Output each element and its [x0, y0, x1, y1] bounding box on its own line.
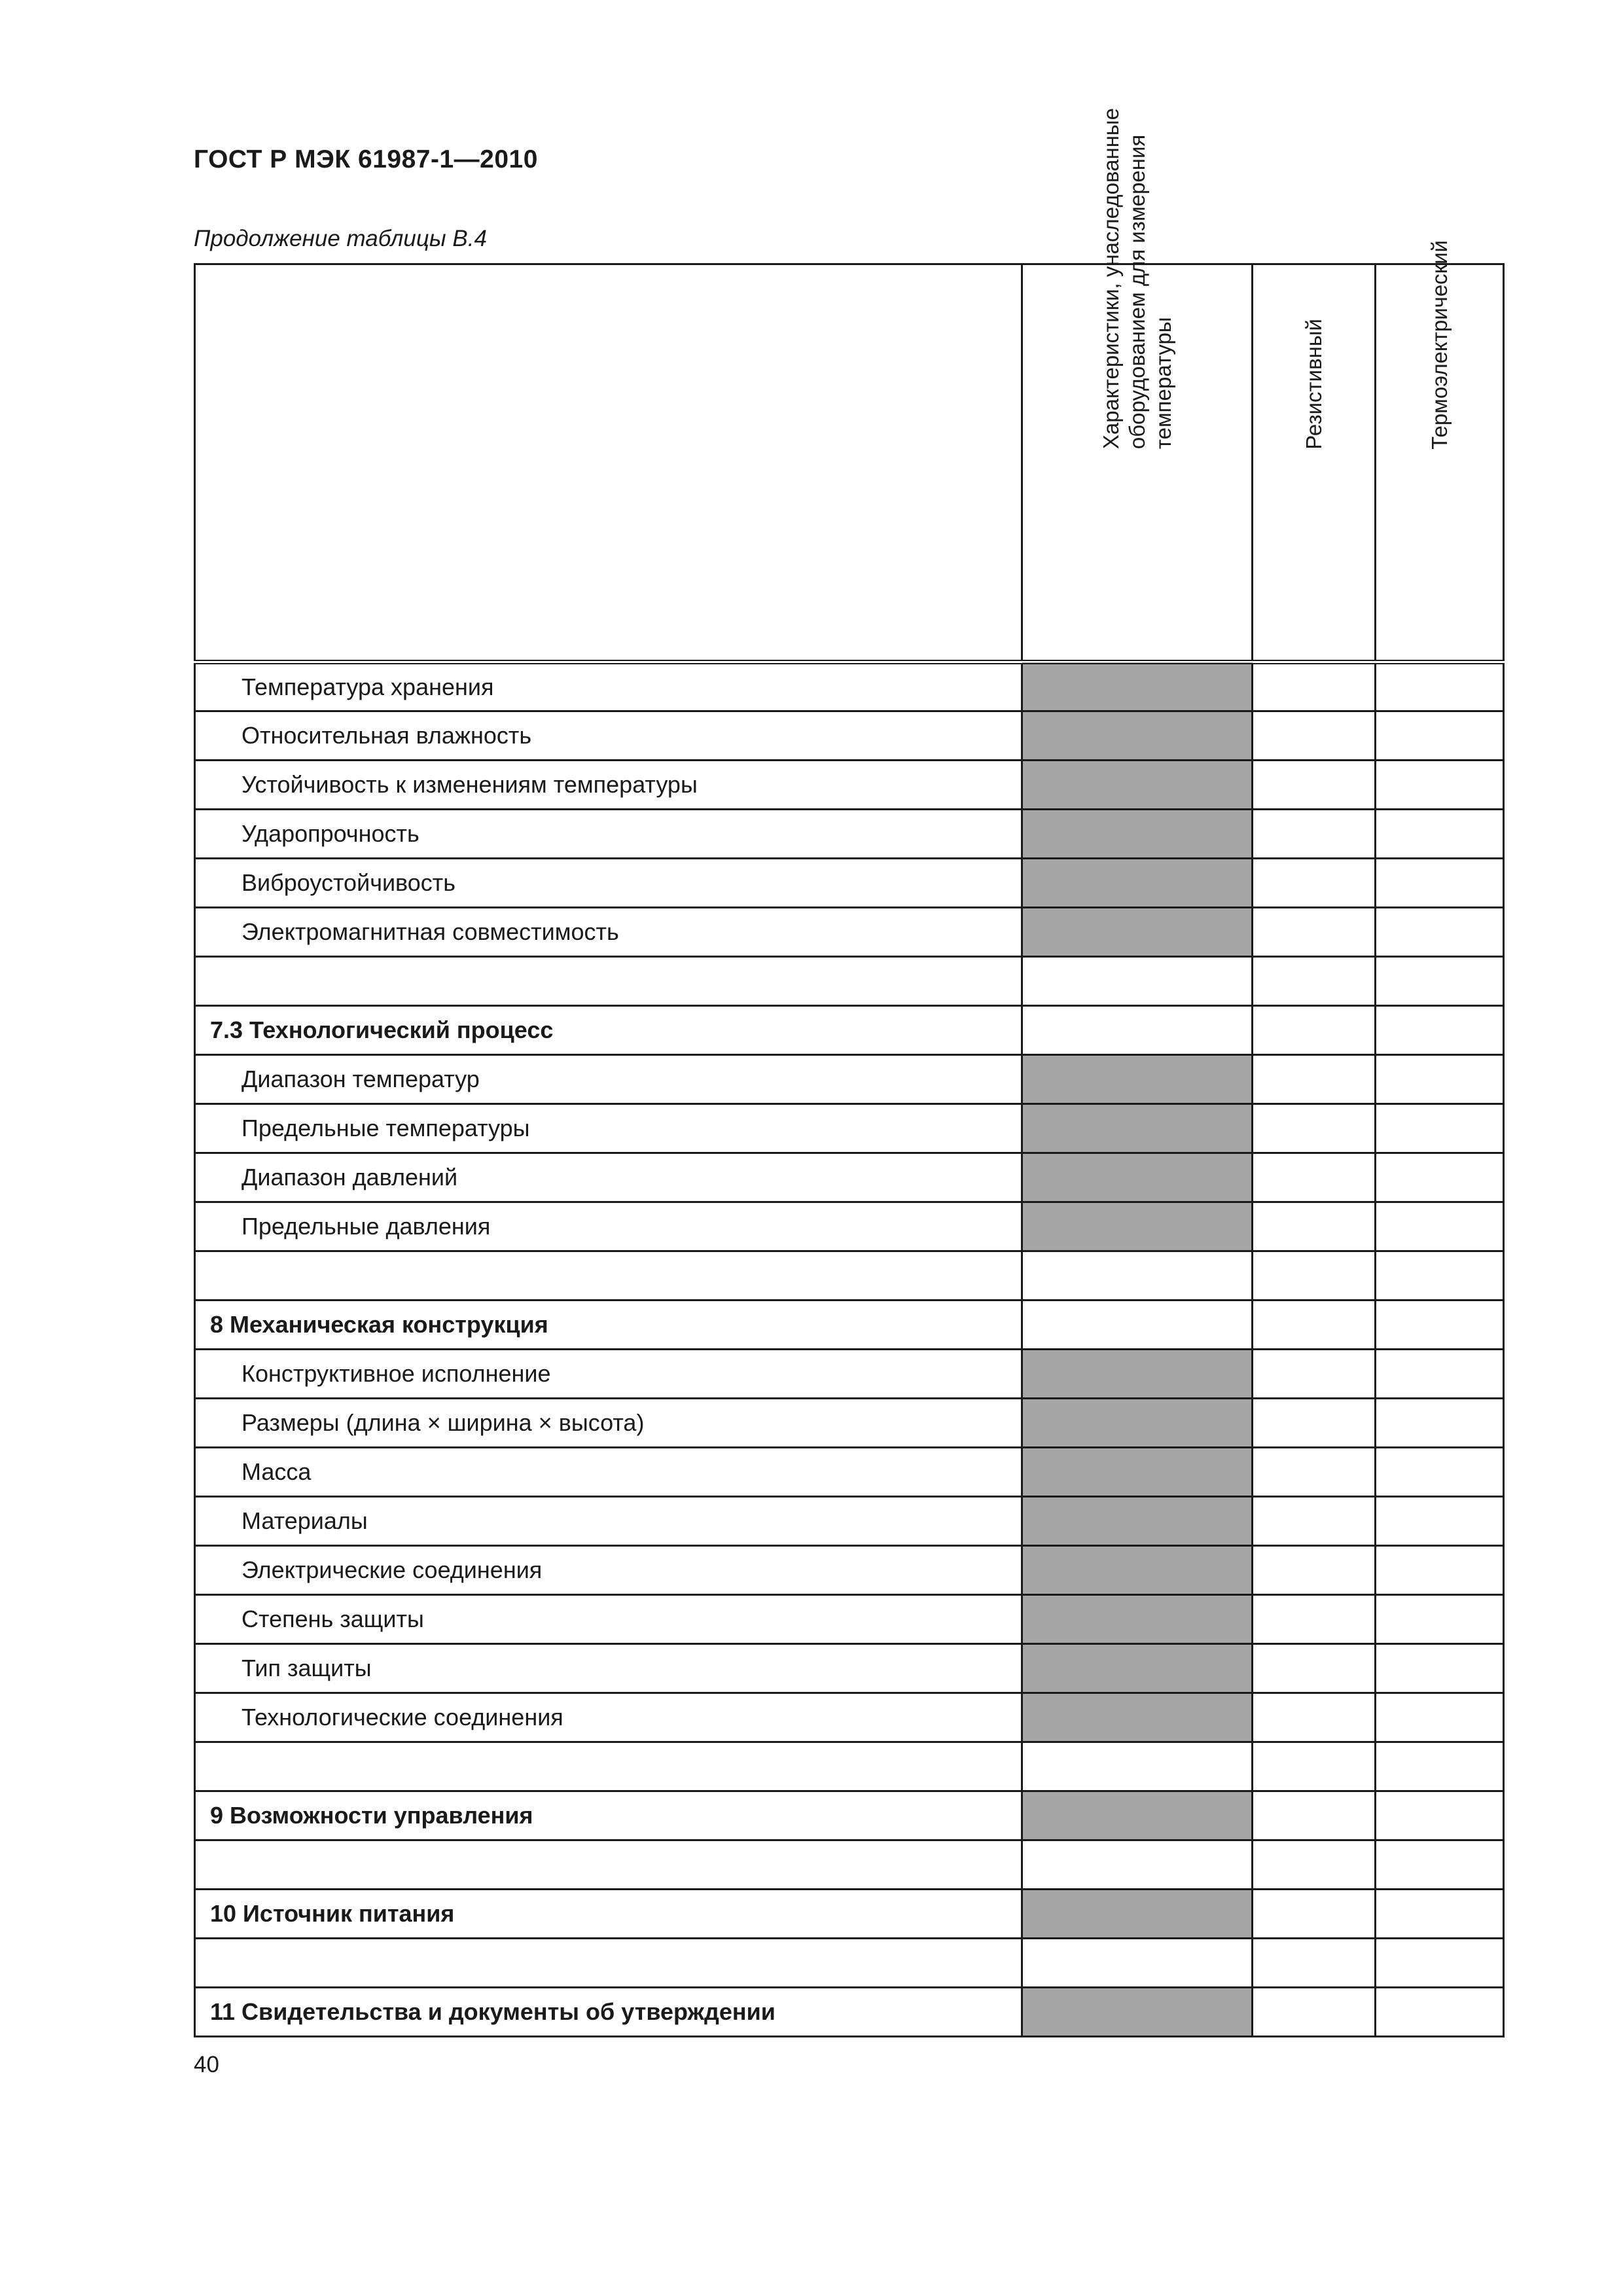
resistive-cell [1253, 1742, 1376, 1791]
resistive-cell [1253, 1448, 1376, 1497]
thermoelectric-cell [1376, 1693, 1504, 1742]
table-row [195, 711, 1504, 761]
resistive-cell [1253, 1202, 1376, 1251]
page-number: 40 [194, 2052, 219, 2077]
row-label [195, 1742, 1022, 1791]
thermoelectric-cell [1376, 1791, 1504, 1840]
inherited-cell-shaded [1022, 1399, 1253, 1448]
spacer-row [195, 1251, 1504, 1300]
thermoelectric-cell [1376, 859, 1504, 908]
thermoelectric-cell [1376, 1006, 1504, 1055]
thermoelectric-cell [1376, 1546, 1504, 1595]
row-label: Температура хранения [195, 662, 1022, 711]
table-row [195, 1350, 1504, 1399]
thermoelectric-cell [1376, 1055, 1504, 1104]
inherited-cell-shaded [1022, 1153, 1253, 1202]
document-code-header: ГОСТ Р МЭК 61987-1—2010 [194, 145, 538, 173]
row-label: Степень защиты [195, 1595, 1022, 1644]
resistive-cell [1253, 1399, 1376, 1448]
table-row [195, 761, 1504, 810]
resistive-cell [1253, 761, 1376, 810]
inherited-cell [1022, 1300, 1253, 1350]
row-label [195, 1939, 1022, 1988]
inherited-cell-shaded [1022, 1693, 1253, 1742]
resistive-cell [1253, 1890, 1376, 1939]
inherited-cell-shaded [1022, 1595, 1253, 1644]
row-label: Предельные давления [195, 1202, 1022, 1251]
table-row [195, 662, 1504, 711]
resistive-cell [1253, 1497, 1376, 1546]
header-resistive-label: Резистивный [1301, 318, 1326, 450]
row-label: Диапазон температур [195, 1055, 1022, 1104]
resistive-cell [1253, 662, 1376, 711]
resistive-cell [1253, 1693, 1376, 1742]
spacer-row [195, 957, 1504, 1006]
row-label: Виброустойчивость [195, 859, 1022, 908]
inherited-cell [1022, 1742, 1253, 1791]
spacer-row [195, 1840, 1504, 1890]
thermoelectric-cell [1376, 1497, 1504, 1546]
table-row [195, 1153, 1504, 1202]
thermoelectric-cell [1376, 1350, 1504, 1399]
resistive-cell [1253, 1153, 1376, 1202]
thermoelectric-cell [1376, 711, 1504, 761]
inherited-cell-shaded [1022, 859, 1253, 908]
row-label: Технологические соединения [195, 1693, 1022, 1742]
inherited-cell [1022, 1251, 1253, 1300]
inherited-cell [1022, 1840, 1253, 1890]
inherited-cell [1022, 957, 1253, 1006]
inherited-cell-shaded [1022, 1448, 1253, 1497]
section-heading: 7.3 Технологический процесс [195, 1006, 1022, 1055]
resistive-cell [1253, 957, 1376, 1006]
thermoelectric-cell [1376, 1644, 1504, 1693]
section-row [195, 1988, 1504, 2037]
thermoelectric-cell [1376, 761, 1504, 810]
row-label [195, 957, 1022, 1006]
row-label: Тип защиты [195, 1644, 1022, 1693]
section-row [195, 1791, 1504, 1840]
row-label [195, 1840, 1022, 1890]
thermoelectric-cell [1376, 1840, 1504, 1890]
inherited-cell-shaded [1022, 1202, 1253, 1251]
inherited-cell-shaded [1022, 1988, 1253, 2037]
row-label: Электрические соединения [195, 1546, 1022, 1595]
header-cell-empty [195, 264, 1022, 662]
spacer-row [195, 1742, 1504, 1791]
table-row [195, 1055, 1504, 1104]
inherited-cell-shaded [1022, 1546, 1253, 1595]
resistive-cell [1253, 1791, 1376, 1840]
section-row [195, 1890, 1504, 1939]
thermoelectric-cell [1376, 662, 1504, 711]
resistive-cell [1253, 1939, 1376, 1988]
resistive-cell [1253, 1104, 1376, 1153]
header-inherited-label: Характеристики, унаследованные оборудованием для измерения температуры [1098, 108, 1175, 450]
thermoelectric-cell [1376, 1251, 1504, 1300]
thermoelectric-cell [1376, 1742, 1504, 1791]
table-row [195, 1104, 1504, 1153]
table-caption: Продолжение таблицы В.4 [194, 226, 487, 251]
table-row [195, 1644, 1504, 1693]
inherited-cell-shaded [1022, 1890, 1253, 1939]
thermoelectric-cell [1376, 1399, 1504, 1448]
thermoelectric-cell [1376, 1202, 1504, 1251]
resistive-cell [1253, 810, 1376, 859]
inherited-cell-shaded [1022, 761, 1253, 810]
resistive-cell [1253, 1055, 1376, 1104]
inherited-cell-shaded [1022, 711, 1253, 761]
thermoelectric-cell [1376, 1890, 1504, 1939]
row-label: Электромагнитная совместимость [195, 908, 1022, 957]
row-label: Относительная влажность [195, 711, 1022, 761]
thermoelectric-cell [1376, 1300, 1504, 1350]
row-label: Диапазон давлений [195, 1153, 1022, 1202]
inherited-cell-shaded [1022, 1350, 1253, 1399]
inherited-cell-shaded [1022, 908, 1253, 957]
resistive-cell [1253, 711, 1376, 761]
resistive-cell [1253, 908, 1376, 957]
resistive-cell [1253, 859, 1376, 908]
thermoelectric-cell [1376, 1939, 1504, 1988]
inherited-cell-shaded [1022, 662, 1253, 711]
header-cell-thermoelectric [1376, 240, 1504, 662]
thermoelectric-cell [1376, 1153, 1504, 1202]
table-row [195, 1448, 1504, 1497]
table-row [195, 1202, 1504, 1251]
inherited-cell-shaded [1022, 1104, 1253, 1153]
thermoelectric-cell [1376, 1988, 1504, 2037]
thermoelectric-cell [1376, 908, 1504, 957]
resistive-cell [1253, 1644, 1376, 1693]
section-heading: 11 Свидетельства и документы об утверждении [195, 1988, 1022, 2037]
resistive-cell [1253, 1006, 1376, 1055]
row-label: Ударопрочность [195, 810, 1022, 859]
section-heading: 9 Возможности управления [195, 1791, 1022, 1840]
inherited-cell-shaded [1022, 1055, 1253, 1104]
header-cell-inherited [1022, 108, 1253, 662]
table-row [195, 1693, 1504, 1742]
row-label: Материалы [195, 1497, 1022, 1546]
section-heading: 8 Механическая конструкция [195, 1300, 1022, 1350]
resistive-cell [1253, 1251, 1376, 1300]
header-thermoelectric-label: Термоэлектрический [1427, 240, 1452, 450]
table-row [195, 1595, 1504, 1644]
inherited-cell-shaded [1022, 1791, 1253, 1840]
thermoelectric-cell [1376, 1448, 1504, 1497]
resistive-cell [1253, 1840, 1376, 1890]
table-row [195, 1497, 1504, 1546]
thermoelectric-cell [1376, 957, 1504, 1006]
header-cell-resistive [1253, 264, 1376, 662]
thermoelectric-cell [1376, 810, 1504, 859]
row-label: Конструктивное исполнение [195, 1350, 1022, 1399]
section-row [195, 1300, 1504, 1350]
table-row [195, 908, 1504, 957]
table-header-row [195, 264, 1504, 662]
thermoelectric-cell [1376, 1104, 1504, 1153]
table-row [195, 859, 1504, 908]
row-label: Устойчивость к изменениям температуры [195, 761, 1022, 810]
inherited-cell [1022, 1006, 1253, 1055]
thermoelectric-cell [1376, 1595, 1504, 1644]
inherited-cell [1022, 1939, 1253, 1988]
row-label [195, 1251, 1022, 1300]
inherited-cell-shaded [1022, 1644, 1253, 1693]
resistive-cell [1253, 1595, 1376, 1644]
inherited-cell-shaded [1022, 1497, 1253, 1546]
table-row [195, 810, 1504, 859]
resistive-cell [1253, 1546, 1376, 1595]
row-label: Масса [195, 1448, 1022, 1497]
resistive-cell [1253, 1350, 1376, 1399]
section-row [195, 1006, 1504, 1055]
table-row [195, 1546, 1504, 1595]
section-heading: 10 Источник питания [195, 1890, 1022, 1939]
resistive-cell [1253, 1988, 1376, 2037]
inherited-cell-shaded [1022, 810, 1253, 859]
resistive-cell [1253, 1300, 1376, 1350]
table-row [195, 1399, 1504, 1448]
row-label: Размеры (длина × ширина × высота) [195, 1399, 1022, 1448]
spacer-row [195, 1939, 1504, 1988]
row-label: Предельные температуры [195, 1104, 1022, 1153]
